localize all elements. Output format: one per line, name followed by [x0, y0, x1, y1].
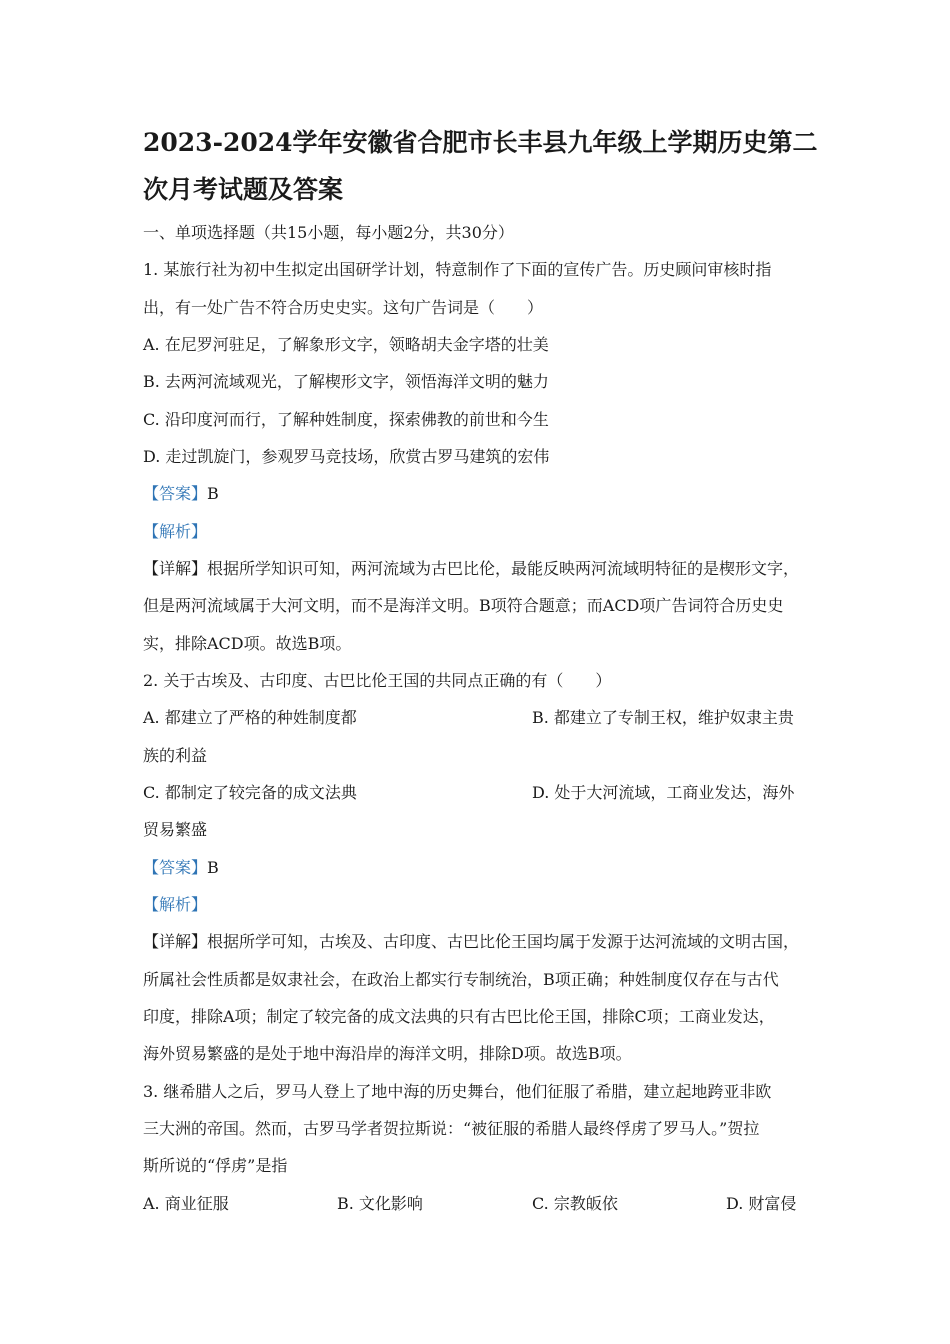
- q2-detail-tag: 【详解】: [143, 932, 208, 951]
- q2-option-b-continued: 族的利益: [143, 746, 208, 765]
- q1-answer-value: B: [207, 484, 219, 503]
- section-heading: 一、单项选择题（共15小题，每小题2分，共30分）: [143, 223, 514, 242]
- q3-stem-line-2: 三大洲的帝国。然而，古罗马学者贺拉斯说：“被征服的希腊人最终俘虏了罗马人。”贺拉: [143, 1119, 760, 1138]
- q2-detail-text-1: 根据所学可知，古埃及、古印度、古巴比伦王国均属于发源于达河流域的文明古国，: [207, 932, 800, 951]
- document-title-line-2: 次月考试题及答案: [143, 175, 344, 204]
- q1-option-d: D. 走过凯旋门，参观罗马竞技场，欣赏古罗马建筑的宏伟: [143, 447, 550, 466]
- q1-detail-line-3: 实，排除ACD项。故选B项。: [143, 634, 352, 653]
- q2-answer: [143, 857, 219, 879]
- q3-option-b: B. 文化影响: [337, 1194, 423, 1213]
- q2-answer-tag: 【答案】: [143, 858, 208, 877]
- q2-stem: 2. 关于古埃及、古印度、古巴比伦王国的共同点正确的有（ ）: [143, 671, 612, 690]
- q1-option-c: C. 沿印度河而行，了解种姓制度，探索佛教的前世和今生: [143, 410, 549, 429]
- q1-option-b: B. 去两河流域观光，了解楔形文字，领悟海洋文明的魅力: [143, 372, 549, 391]
- q2-detail-line-1: [143, 931, 799, 953]
- q3-option-c: C. 宗教皈依: [532, 1194, 618, 1213]
- q1-detail-line-2: 但是两河流域属于大河文明，而不是海洋文明。B项符合题意；而ACD项广告词符合历史史: [143, 596, 784, 615]
- q1-analysis-tag: 【解析】: [143, 522, 208, 541]
- q1-option-a: A. 在尼罗河驻足，了解象形文字，领略胡夫金字塔的壮美: [143, 335, 549, 354]
- q2-detail-line-2: 所属社会性质都是奴隶社会，在政治上都实行专制统治，B项正确；种姓制度仅存在与古代: [143, 970, 779, 989]
- q3-option-d: D. 财富侵: [726, 1194, 797, 1213]
- q2-option-a: A. 都建立了严格的种姓制度都: [143, 708, 357, 727]
- q3-stem-line-1: 3. 继希腊人之后，罗马人登上了地中海的历史舞台，他们征服了希腊，建立起地跨亚非欧: [143, 1082, 772, 1101]
- q1-detail-text-1: 根据所学知识可知，两河流域为古巴比伦，最能反映两河流域明特征的是楔形文字，: [207, 559, 800, 578]
- q1-answer: [143, 483, 219, 505]
- q1-detail-line-1: [143, 558, 799, 580]
- q2-option-d: D. 处于大河流域，工商业发达，海外: [532, 783, 795, 802]
- q2-detail-line-3: 印度，排除A项；制定了较完备的成文法典的只有古巴比伦王国，排除C项；工商业发达，: [143, 1007, 775, 1026]
- q2-detail-line-4: 海外贸易繁盛的是处于地中海沿岸的海洋文明，排除D项。故选B项。: [143, 1044, 632, 1063]
- q1-detail-tag: 【详解】: [143, 559, 208, 578]
- q1-stem-line-2: 出，有一处广告不符合历史史实。这句广告词是（ ）: [143, 298, 544, 317]
- q2-option-b: B. 都建立了专制王权，维护奴隶主贵: [532, 708, 794, 727]
- q2-option-d-continued: 贸易繁盛: [143, 820, 208, 839]
- q2-analysis-tag: 【解析】: [143, 895, 208, 914]
- q3-option-a: A. 商业征服: [143, 1194, 229, 1213]
- q2-answer-value: B: [207, 858, 219, 877]
- document-title-line-1: 2023-2024学年安徽省合肥市长丰县九年级上学期历史第二: [143, 128, 818, 157]
- q1-answer-tag: 【答案】: [143, 484, 208, 503]
- q3-stem-line-3: 斯所说的“俘虏”是指: [143, 1156, 288, 1175]
- q2-option-c: C. 都制定了较完备的成文法典: [143, 783, 357, 802]
- q1-stem-line-1: 1. 某旅行社为初中生拟定出国研学计划，特意制作了下面的宣传广告。历史顾问审核时指: [143, 260, 772, 279]
